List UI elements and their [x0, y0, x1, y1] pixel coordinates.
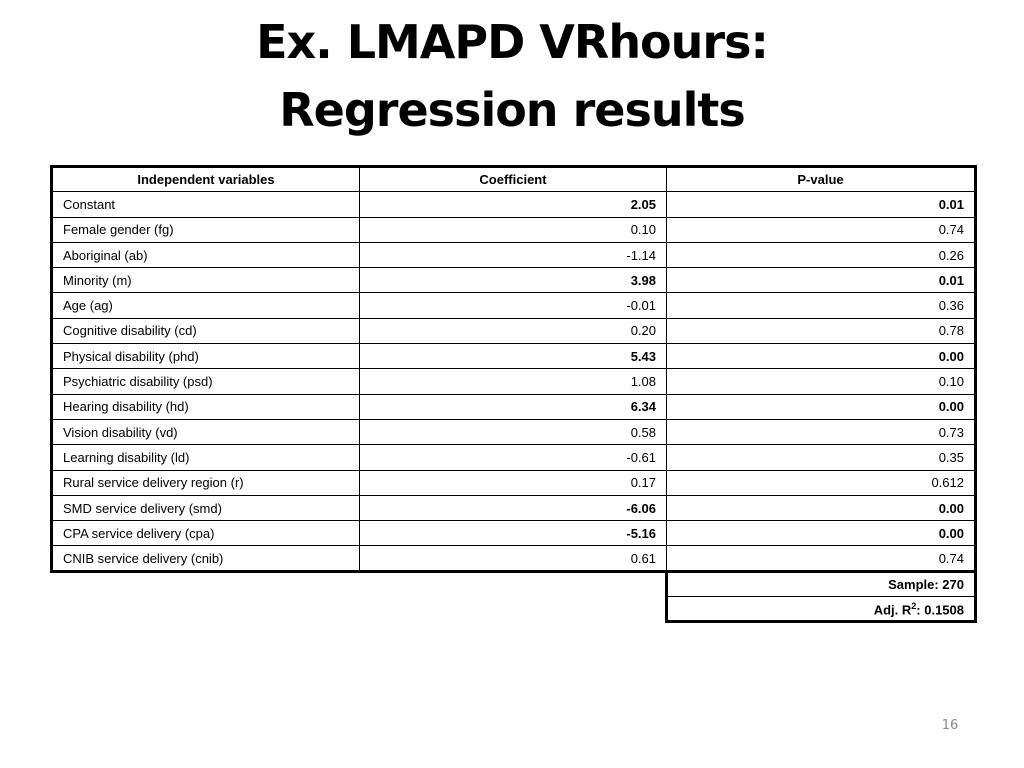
regression-results-table — [50, 165, 977, 623]
p-value-cell: 0.01 — [667, 192, 976, 217]
table-row — [52, 495, 976, 520]
variable-cell: Minority (m) — [52, 268, 360, 293]
table-row — [52, 546, 976, 571]
coefficient-cell: -5.16 — [360, 521, 667, 546]
table-row — [52, 217, 976, 242]
p-value-cell: 0.74 — [667, 546, 976, 571]
variable-cell: CPA service delivery (cpa) — [52, 521, 360, 546]
variable-cell: Learning disability (ld) — [52, 445, 360, 470]
p-value-cell: 0.36 — [667, 293, 976, 318]
summary-row-adj-r2 — [52, 597, 976, 622]
p-value-cell: 0.74 — [667, 217, 976, 242]
coefficient-cell: -6.06 — [360, 495, 667, 520]
table-header-row — [52, 167, 976, 192]
summary-spacer — [52, 571, 667, 596]
table-row — [52, 369, 976, 394]
adj-r2-superscript: 2 — [911, 600, 917, 611]
p-value-cell: 0.612 — [667, 470, 976, 495]
p-value-cell: 0.73 — [667, 419, 976, 444]
p-value-cell: 0.00 — [667, 495, 976, 520]
coefficient-cell: 3.98 — [360, 268, 667, 293]
p-value-cell: 0.01 — [667, 268, 976, 293]
coefficient-cell: 0.10 — [360, 217, 667, 242]
coefficient-cell: 0.17 — [360, 470, 667, 495]
table-row — [52, 293, 976, 318]
slide-title — [0, 8, 1024, 144]
adj-r2-value: : 0.1508 — [916, 601, 964, 617]
variable-cell: Age (ag) — [52, 293, 360, 318]
p-value-cell: 0.00 — [667, 394, 976, 419]
coefficient-cell: 5.43 — [360, 344, 667, 369]
table-row — [52, 318, 976, 343]
table-row — [52, 470, 976, 495]
coefficient-cell: -0.01 — [360, 293, 667, 318]
regression-table-body — [52, 167, 976, 622]
coefficient-cell: -0.61 — [360, 445, 667, 470]
adj-r2-cell — [667, 597, 976, 622]
variable-cell: Cognitive disability (cd) — [52, 318, 360, 343]
table-row — [52, 344, 976, 369]
table-row — [52, 419, 976, 444]
table-row — [52, 192, 976, 217]
coefficient-cell: 0.58 — [360, 419, 667, 444]
variable-cell: SMD service delivery (smd) — [52, 495, 360, 520]
sample-size-cell: Sample: 270 — [667, 571, 976, 596]
variable-cell: Vision disability (vd) — [52, 419, 360, 444]
table-row — [52, 394, 976, 419]
coefficient-cell: 0.61 — [360, 546, 667, 571]
slide-title-line-1: Ex. LMAPD VRhours: — [256, 15, 768, 69]
table-row — [52, 521, 976, 546]
variable-cell: Constant — [52, 192, 360, 217]
variable-cell: CNIB service delivery (cnib) — [52, 546, 360, 571]
variable-cell: Hearing disability (hd) — [52, 394, 360, 419]
p-value-cell: 0.00 — [667, 521, 976, 546]
adj-r2-label: Adj. R — [873, 601, 912, 617]
variable-cell: Rural service delivery region (r) — [52, 470, 360, 495]
summary-row-sample — [52, 571, 976, 596]
coefficient-cell: -1.14 — [360, 242, 667, 267]
coefficient-cell: 1.08 — [360, 369, 667, 394]
p-value-cell: 0.78 — [667, 318, 976, 343]
table-row — [52, 242, 976, 267]
p-value-cell: 0.10 — [667, 369, 976, 394]
p-value-cell: 0.00 — [667, 344, 976, 369]
header-independent-variables: Independent variables — [52, 167, 360, 192]
coefficient-cell: 0.20 — [360, 318, 667, 343]
variable-cell: Physical disability (phd) — [52, 344, 360, 369]
variable-cell: Female gender (fg) — [52, 217, 360, 242]
table-row — [52, 268, 976, 293]
variable-cell: Aboriginal (ab) — [52, 242, 360, 267]
summary-spacer — [52, 597, 667, 622]
page-number: 16 — [941, 718, 959, 733]
table-row — [52, 445, 976, 470]
p-value-cell: 0.26 — [667, 242, 976, 267]
p-value-cell: 0.35 — [667, 445, 976, 470]
coefficient-cell: 6.34 — [360, 394, 667, 419]
slide-title-line-2: Regression results — [279, 83, 745, 137]
header-coefficient: Coefficient — [360, 167, 667, 192]
header-p-value: P-value — [667, 167, 976, 192]
variable-cell: Psychiatric disability (psd) — [52, 369, 360, 394]
coefficient-cell: 2.05 — [360, 192, 667, 217]
